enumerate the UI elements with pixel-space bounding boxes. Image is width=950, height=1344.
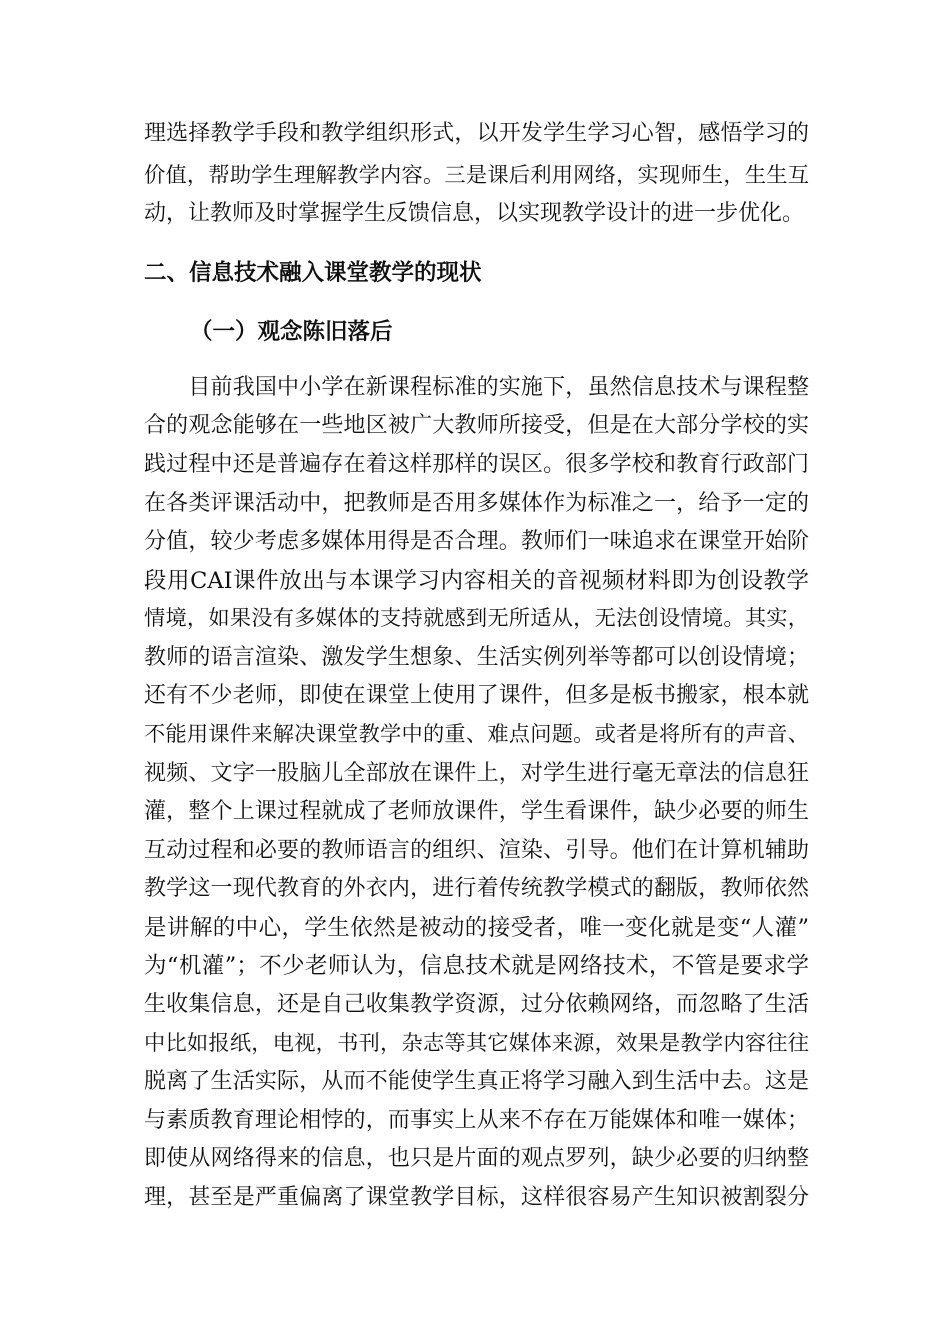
body-line-13: 互动过程和必要的教师语言的组织、渲染、引导。他们在计算机辅助 xyxy=(144,838,809,863)
body-line-22: 理，甚至是严重偏离了课堂教学目标，这样很容易产生知识被割裂分 xyxy=(144,1185,809,1210)
body-line-12: 灌，整个上课过程就成了老师放课件，学生看课件，缺少必要的师生 xyxy=(144,799,809,824)
body-line-11: 视频、文字一股脑儿全部放在课件上，对学生进行毫无章法的信息狂 xyxy=(144,761,809,786)
body-line-5: 分值，较少考虑多媒体用得是否合理。教师们一味追求在课堂开始阶 xyxy=(144,529,809,554)
intro-line-1: 理选择教学手段和教学组织形式，以开发学生学习心智，感悟学习的 xyxy=(144,121,809,146)
body-line-20: 与素质教育理论相悖的，而事实上从来不存在万能媒体和唯一媒体； xyxy=(144,1108,809,1133)
body-line-6: 段用CAI课件放出与本课学习内容相关的音视频材料即为创设教学 xyxy=(144,568,809,594)
body-line-7: 情境，如果没有多媒体的支持就感到无所适从，无法创设情境。其实， xyxy=(144,606,809,631)
body-line-16: 为“机灌”；不少老师认为，信息技术就是网络技术，不管是要求学 xyxy=(144,953,809,979)
body-line-18: 中比如报纸，电视，书刊，杂志等其它媒体来源，效果是教学内容往往 xyxy=(144,1031,809,1056)
body-line-17: 生收集信息，还是自己收集教学资源，过分依赖网络，而忽略了生活 xyxy=(144,992,809,1017)
section-heading: 二、信息技术融入课堂教学的现状 xyxy=(144,260,482,286)
body-line-3: 践过程中还是普遍存在着这样那样的误区。很多学校和教育行政部门 xyxy=(144,452,809,477)
body-line-2: 合的观念能够在一些地区被广大教师所接受，但是在大部分学校的实 xyxy=(144,413,809,438)
body-line-1: 目前我国中小学在新课程标准的实施下，虽然信息技术与课程整 xyxy=(144,375,809,400)
body-line-10: 不能用课件来解决课堂教学中的重、难点问题。或者是将所有的声音、 xyxy=(144,722,809,747)
body-line-4: 在各类评课活动中，把教师是否用多媒体作为标准之一，给予一定的 xyxy=(144,491,809,516)
intro-line-3: 动，让教师及时掌握学生反馈信息，以实现教学设计的进一步优化。 xyxy=(144,201,805,226)
body-line-15: 是讲解的中心，学生依然是被动的接受者，唯一变化就是变“人灌” xyxy=(144,915,809,941)
intro-line-2: 价值，帮助学生理解教学内容。三是课后利用网络，实现师生，生生互 xyxy=(144,163,809,188)
body-line-14: 教学这一现代教育的外衣内，进行着传统教学模式的翻版，教师依然 xyxy=(144,876,809,901)
body-line-8: 教师的语言渲染、激发学生想象、生活实例列举等都可以创设情境； xyxy=(144,645,809,670)
body-line-9: 还有不少老师，即使在课堂上使用了课件，但多是板书搬家，根本就 xyxy=(144,683,809,708)
body-line-19: 脱离了生活实际，从而不能使学生真正将学习融入到生活中去。这是 xyxy=(144,1069,809,1094)
body-line-21: 即使从网络得来的信息，也只是片面的观点罗列，缺少必要的归纳整 xyxy=(144,1146,809,1171)
subsection-heading: （一）观念陈旧落后 xyxy=(190,319,393,345)
